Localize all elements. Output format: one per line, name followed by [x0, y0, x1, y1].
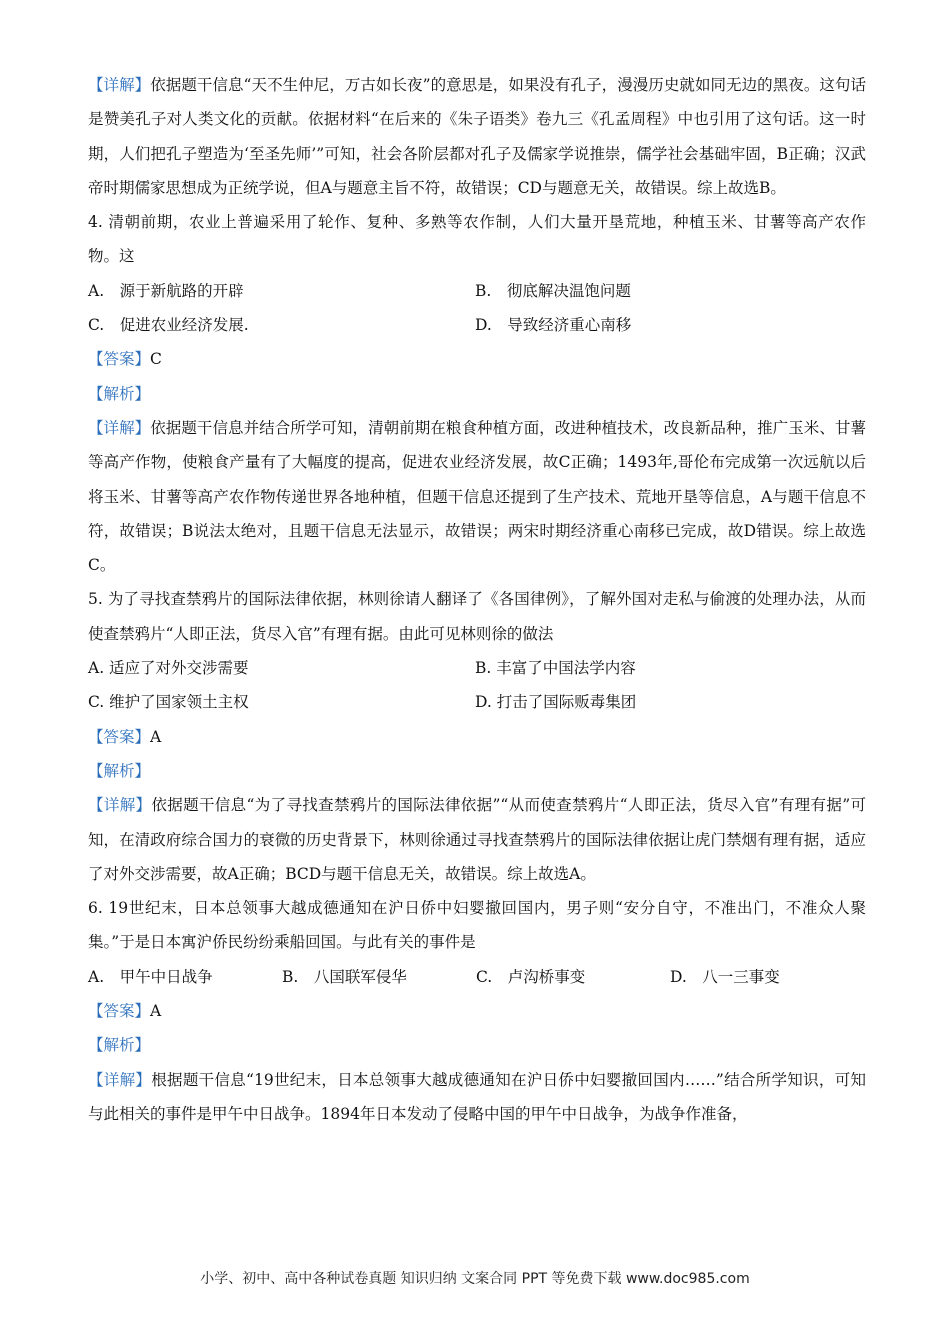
answer-option: C. 促进农业经济发展. [88, 316, 249, 335]
paragraph [88, 1063, 866, 1132]
paragraph [88, 788, 866, 891]
answer-option: D. 打击了国际贩毒集团 [475, 693, 637, 712]
paragraph [88, 1028, 866, 1062]
paragraph-text: 依据题干信息并结合所学可知，清朝前期在粮食种植方面，改进种植技术，改良新品种，推广玉米、甘薯等高产作物，使粮食产量有了大幅度的提高，促进农业经济发展，故C正确；1493年,哥伦布完成第一次远航以后将玉米、甘薯等高产农作物传递世界各地种植，但题干信息还提到了生产技术、荒地开垦等信息，A与题干信息不符，故错误；B说法太绝对，且题干信息无法显示，故错误；两宋时期经济重心南移已完成，故D错误。综上故选C。 [88, 418, 866, 575]
paragraph [88, 411, 866, 582]
section-tag: 【详解】 [88, 1070, 152, 1089]
section-tag: 【解析】 [88, 1036, 151, 1055]
answer-option: A. 源于新航路的开辟 [88, 281, 244, 300]
option-row [88, 651, 866, 685]
answer-option: C. 卢沟桥事变 [476, 967, 586, 986]
page-footer: 小学、初中、高中各种试卷真题 知识归纳 文案合同 PPT 等免费下载 www.doc985.com [200, 1271, 750, 1287]
paragraph [88, 720, 866, 754]
section-tag: 【解析】 [88, 761, 151, 780]
paragraph-text: 依据题干信息“天不生仲尼，万古如长夜”的意思是，如果没有孔子，漫漫历史就如同无边的黑夜。这句话是赞美孔子对人类文化的贡献。依据材料“在后来的《朱子语类》卷九三《孔孟周程》中也引用了这句话。这一时期，人们把孔子塑造为‘至圣先师’”可知，社会各阶层都对孔子及儒家学说推崇，儒学社会基础牢固，B正确；汉武帝时期儒家思想成为正统学说，但A与题意主旨不符，故错误；CD与题意无关，故错误。综上故选B。 [88, 76, 866, 197]
paragraph [88, 891, 866, 960]
paragraph [88, 582, 866, 651]
section-tag: 【答案】 [88, 1002, 151, 1021]
paragraph-text: 5. 为了寻找查禁鸦片的国际法律依据，林则徐请人翻译了《各国律例》，了解外国对走私与偷渡的处理办法，从而使查禁鸦片“人即正法，货尽入官”有理有据。由此可见林则徐的做法 [88, 590, 866, 643]
paragraph-text: A [150, 1002, 162, 1021]
paragraph-text: 根据题干信息“19世纪末，日本总领事大越成德通知在沪日侨中妇婴撤回国内……”结合所学知识，可知与此相关的事件是甲午中日战争。1894年日本发动了侵略中国的甲午中日战争，为战争作准备， [88, 1070, 866, 1123]
paragraph-text: 6. 19世纪末，日本总领事大越成德通知在沪日侨中妇婴撤回国内，男子则“安分自守，不准出门，不准众人聚集。”于是日本寓沪侨民纷纷乘船回国。与此有关的事件是 [88, 899, 866, 952]
option-row [88, 274, 866, 308]
paragraph [88, 342, 866, 376]
answer-option: B. 丰富了中国法学内容 [475, 659, 636, 678]
section-tag: 【详解】 [88, 796, 152, 815]
section-tag: 【解析】 [88, 384, 151, 403]
option-row [88, 685, 866, 719]
paragraph-text: 4. 清朝前期，农业上普遍采用了轮作、复种、多熟等农作制，人们大量开垦荒地，种植玉米、甘薯等高产农作物。这 [88, 213, 866, 266]
answer-option: A. 适应了对外交涉需要 [88, 659, 249, 678]
section-tag: 【详解】 [88, 418, 151, 437]
option-row [88, 960, 866, 994]
answer-option: B. 彻底解决温饱问题 [475, 281, 631, 300]
paragraph [88, 205, 866, 274]
paragraph [88, 68, 866, 205]
section-tag: 【答案】 [88, 350, 151, 369]
answer-option: D. 导致经济重心南移 [475, 316, 632, 335]
paragraph [88, 377, 866, 411]
paragraph-text: 依据题干信息“为了寻找查禁鸦片的国际法律依据”“从而使查禁鸦片“人即正法，货尽入官”有理有据”可知，在清政府综合国力的衰微的历史背景下，林则徐通过寻找查禁鸦片的国际法律依据让虎门禁烟有理有据，适应了对外交涉需要，故A正确；BCD与题干信息无关，故错误。综上故选A。 [88, 796, 866, 883]
paragraph-text: A [150, 727, 162, 746]
document-body [88, 68, 866, 1131]
paragraph-text: C [150, 350, 162, 369]
answer-option: B. 八国联军侵华 [282, 967, 407, 986]
paragraph [88, 994, 866, 1028]
answer-option: A. 甲午中日战争 [88, 967, 213, 986]
paragraph [88, 754, 866, 788]
option-row [88, 308, 866, 342]
section-tag: 【答案】 [88, 727, 151, 746]
section-tag: 【详解】 [88, 76, 151, 94]
answer-option: C. 维护了国家领土主权 [88, 693, 249, 712]
answer-option: D. 八一三事变 [670, 967, 780, 986]
